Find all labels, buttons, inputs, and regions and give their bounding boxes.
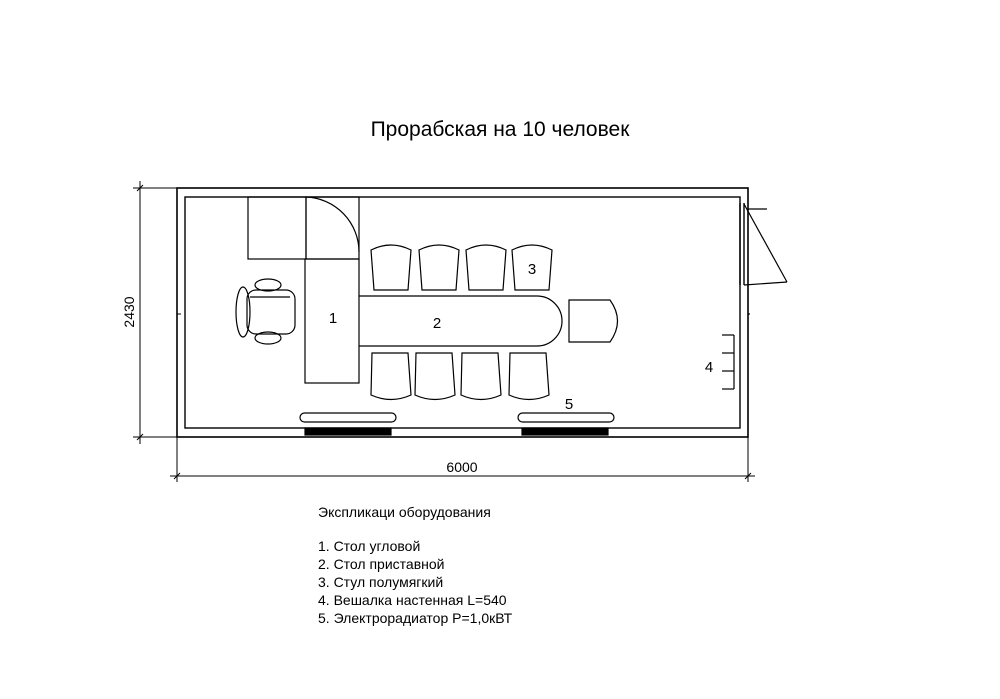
window-right [522, 428, 608, 435]
marker-3: 3 [527, 261, 537, 278]
legend-item-3: 3. Стул полумягкий [318, 574, 444, 590]
diagram-title: Прорабская на 10 человек [370, 118, 630, 141]
meeting-table [359, 296, 562, 346]
outer-wall [177, 188, 748, 437]
radiator-left [300, 413, 396, 422]
legend-item-1: 1. Стол угловой [318, 538, 421, 554]
legend-item-2: 2. Стол приставной [318, 556, 445, 572]
window-left [305, 428, 391, 435]
radiator-right [518, 413, 614, 422]
wall-hanger [722, 335, 734, 389]
legend-item-4: 4. Вешалка настенная L=540 [318, 592, 507, 608]
marker-5: 5 [564, 396, 574, 413]
width-dimension-label: 2430 [121, 296, 137, 328]
office-chair [236, 279, 295, 344]
length-dimension-label: 6000 [446, 459, 478, 475]
legend-heading: Экспликаци оборудования [318, 504, 491, 520]
chairs-bottom-row [371, 353, 549, 400]
legend-item-5: 5. Электрорадиатор P=1,0кВТ [318, 610, 513, 626]
marker-4: 4 [704, 359, 714, 376]
entrance-door [740, 203, 787, 314]
chair-table-end [569, 300, 618, 342]
chairs-top-row [371, 245, 552, 290]
marker-1: 1 [328, 310, 338, 327]
equipment-legend [318, 503, 512, 627]
inner-wall [185, 197, 740, 428]
marker-2: 2 [432, 315, 442, 332]
